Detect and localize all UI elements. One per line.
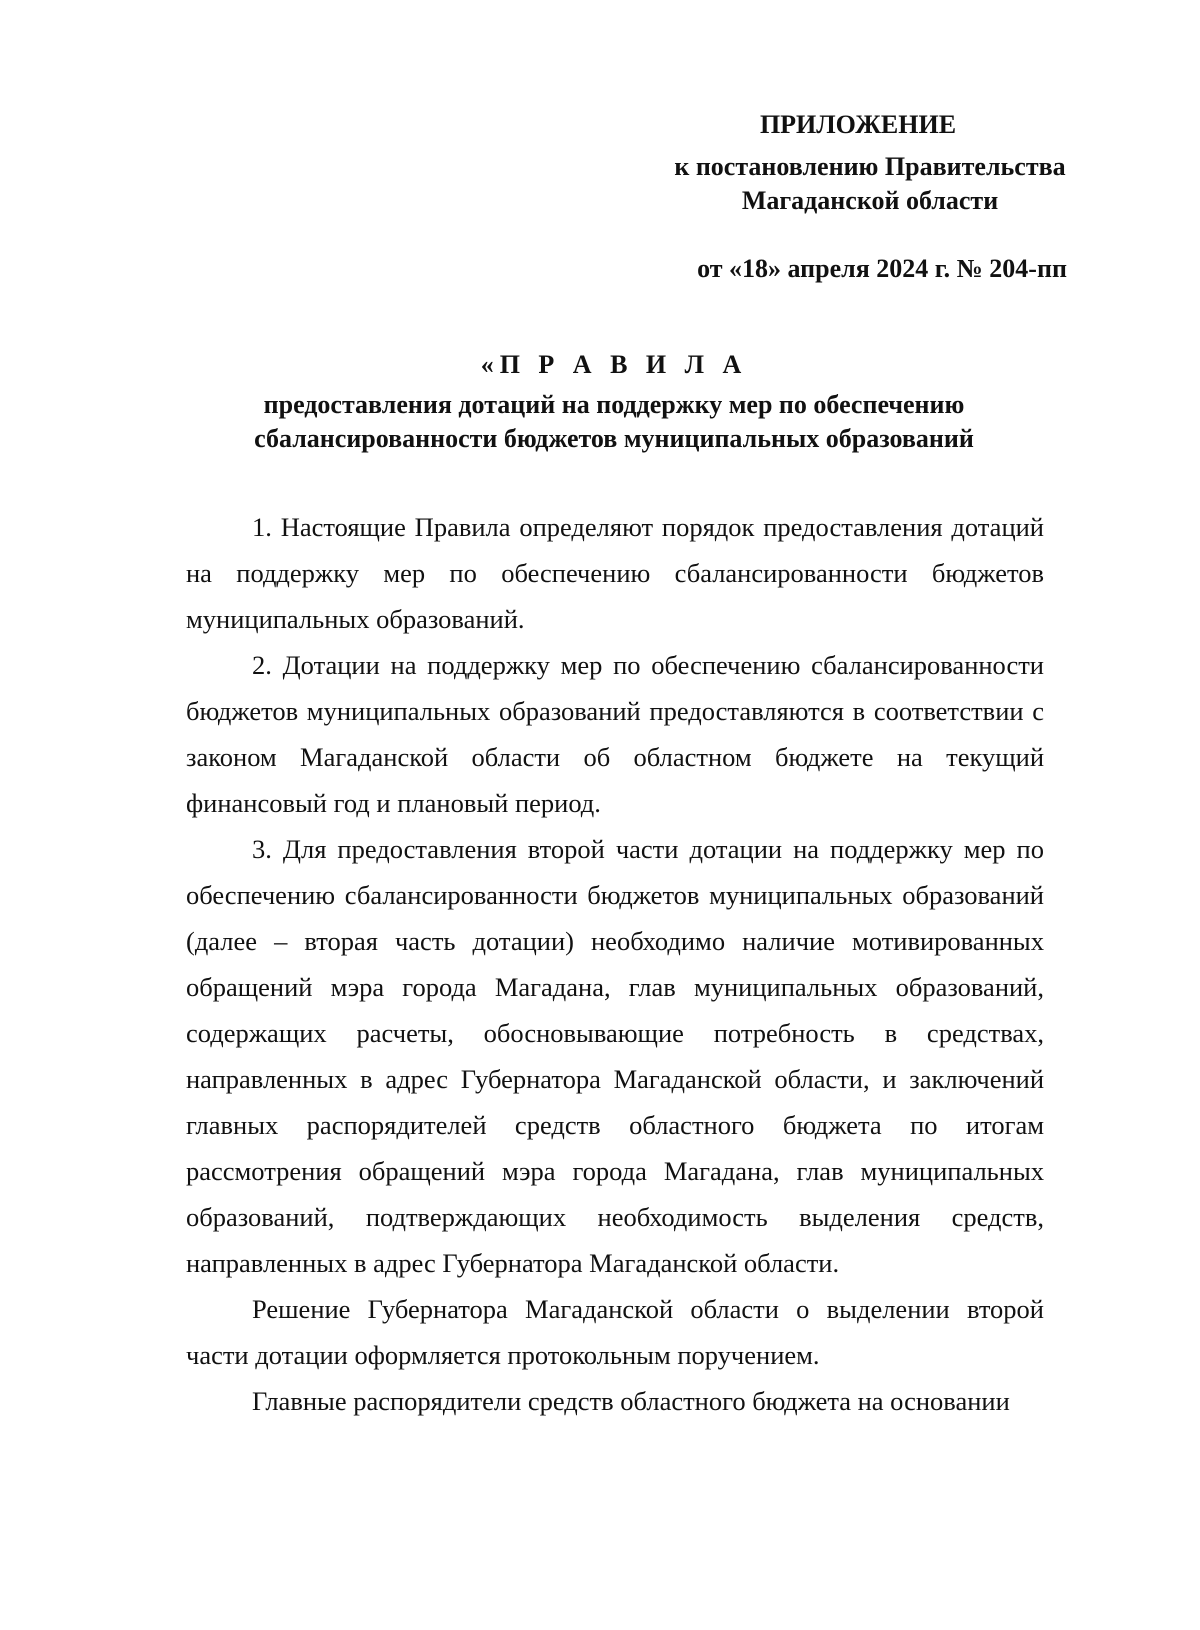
paragraph-4: Решение Губернатора Магаданской области о выделении второй части дотации оформляется протокольным поручением. <box>186 1294 1044 1370</box>
paragraph-1: 1. Настоящие Правила определяют порядок предоставления дотаций на поддержку мер по обеспечению сбалансированности бюджетов муниципальных образований. <box>186 512 1044 634</box>
annex-date: от «18» апреля 2024 г. № 204-пп <box>697 254 1067 283</box>
annex-reference <box>620 150 1120 218</box>
rules-heading: «П Р А В И Л А <box>480 350 748 379</box>
annex-title: ПРИЛОЖЕНИЕ <box>759 110 957 139</box>
paragraph-5: Главные распорядители средств областного бюджета на основании <box>252 1386 1010 1416</box>
rules-subtitle-line-2: сбалансированности бюджетов муниципальных образований <box>254 424 974 453</box>
annex-reference-line-1: к постановлению Правительства <box>674 152 1066 181</box>
paragraph-3: 3. Для предоставления второй части дотации на поддержку мер по обеспечению сбалансированности бюджетов муниципальных образований (далее – вторая часть дотации) необходимо наличие мотивированных обращений мэра города Магадана, глав муниципальных образований, содержащих расчеты, обосновывающие потребность в средствах, направленных в адрес Губернатора Магаданской области, и заключений главных распорядителей средств областного бюджета по итогам рассмотрения обращений мэра города Магадана, глав муниципальных образований, подтверждающих необходимость выделения средств, направленных в адрес Губернатора Магаданской области. <box>186 834 1044 1278</box>
annex-reference-line-2: Магаданской области <box>741 186 999 215</box>
rules-subtitle-line-1: предоставления дотаций на поддержку мер по обеспечению <box>263 390 965 419</box>
paragraph-2: 2. Дотации на поддержку мер по обеспечению сбалансированности бюджетов муниципальных образований предоставляются в соответствии с законом Магаданской области об областном бюджете на текущий финансовый год и плановый период. <box>186 650 1044 818</box>
rules-subtitle <box>180 388 1048 456</box>
document-body <box>186 504 1044 1424</box>
